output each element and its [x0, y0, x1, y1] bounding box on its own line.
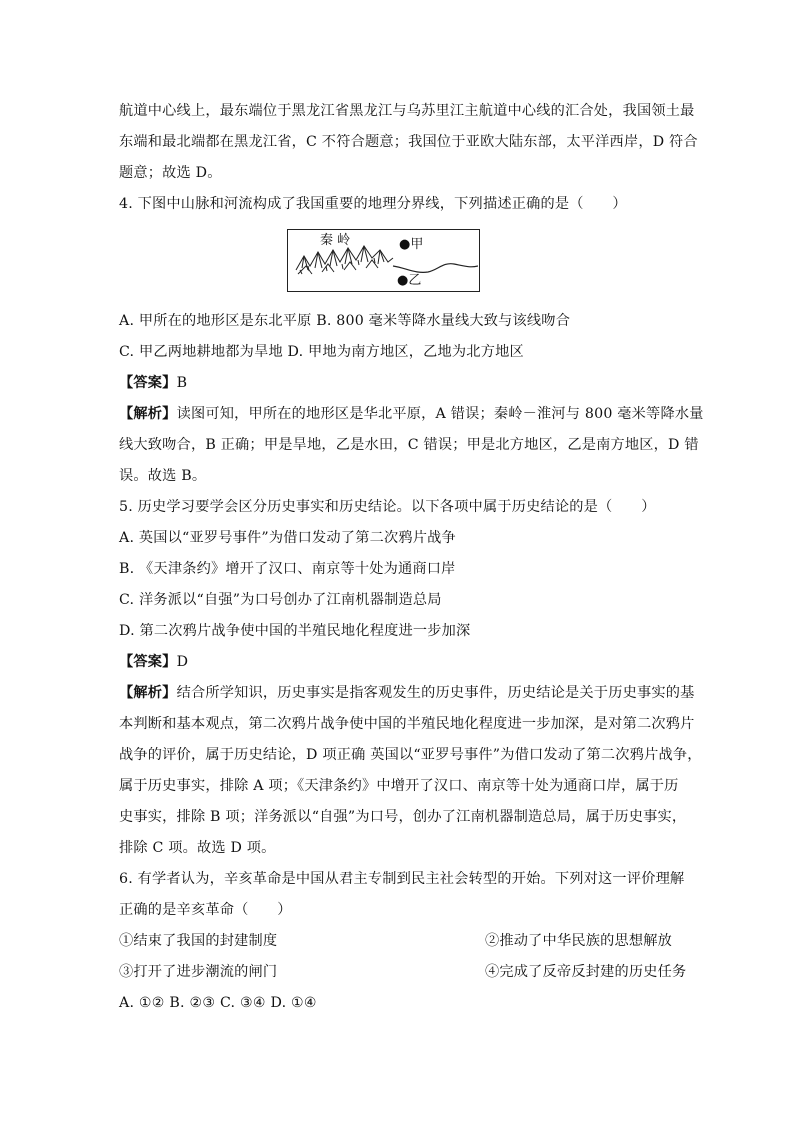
- point-yi-label: ●乙: [397, 273, 422, 288]
- mountain-river-illustration: [288, 230, 478, 290]
- river-line: [393, 264, 478, 273]
- question-4-options-ab: A. 甲所在的地形区是东北平原 B. 800 毫米等降水量线大致与该线吻合: [119, 313, 571, 329]
- qinling-map-figure: [287, 229, 480, 292]
- intro-line-3: 题意；故选 D。: [119, 165, 222, 181]
- question-6-stem-line-2: 正确的是辛亥革命（ ）: [119, 902, 292, 918]
- question-6-options: A. ①② B. ②③ C. ③④ D. ①④: [119, 995, 317, 1011]
- question-4-answer: [119, 373, 679, 393]
- question-6-item-4: ④完成了反帝反封建的历史任务: [485, 964, 687, 980]
- question-5-analysis-line-6: 排除 C 项。故选 D 项。: [119, 840, 276, 856]
- answer-value: D: [176, 654, 189, 670]
- analysis-label: 【解析】: [119, 685, 177, 701]
- question-5-analysis-line-2: 本判断和基本观点，第二次鸦片战争使中国的半殖民地化程度进一步加深，是对第二次鸦片: [119, 716, 695, 732]
- question-5-option-c: C. 洋务派以“自强”为口号创办了江南机器制造总局: [119, 592, 442, 608]
- answer-value: B: [176, 375, 188, 391]
- question-6-items-row-2: [119, 962, 687, 982]
- mountain-label: 秦 岭: [320, 233, 351, 248]
- answer-label: 【答案】: [119, 375, 177, 391]
- question-6-item-1: ①结束了我国的封建制度: [119, 933, 278, 949]
- question-5-analysis-line-1: [119, 683, 695, 703]
- point-jia-label: ●甲: [399, 237, 424, 252]
- question-6-items-row-1: [119, 931, 679, 951]
- question-4-analysis-line-3: 误。故选 B。: [119, 468, 207, 484]
- question-5-option-d: D. 第二次鸦片战争使中国的半殖民地化程度进一步加深: [119, 623, 471, 639]
- analysis-text: 结合所学知识，历史事实是指客观发生的历史事件，历史结论是关于历史事实的基: [176, 685, 695, 701]
- question-6-stem-line-1: 6. 有学者认为，辛亥革命是中国从君主专制到民主社会转型的开始。下列对这一评价理解: [119, 871, 685, 887]
- mountain-range-icon: [296, 246, 393, 274]
- question-5-stem: 5. 历史学习要学会区分历史事实和历史结论。以下各项中属于历史结论的是（ ）: [119, 499, 656, 515]
- question-6-item-3: ③打开了进步潮流的闸门: [119, 964, 278, 980]
- analysis-text: 读图可知，甲所在的地形区是华北平原，A 错误；秦岭－淮河与 800 毫米等降水量: [176, 406, 704, 422]
- question-6-item-2: ②推动了中华民族的思想解放: [485, 933, 673, 949]
- question-5-analysis-line-3: 战争的评价，属于历史结论，D 项正确 英国以“亚罗号事件”为借口发动了第二次鸦片战争，: [119, 747, 702, 763]
- question-4-options-cd: C. 甲乙两地耕地都为旱地 D. 甲地为南方地区，乙地为北方地区: [119, 344, 524, 360]
- question-4-stem: 4. 下图中山脉和河流构成了我国重要的地理分界线，下列描述正确的是（ ）: [119, 196, 627, 212]
- intro-line-2: 东端和最北端都在黑龙江省，C 不符合题意；我国位于亚欧大陆东部，太平洋西岸，D 符合: [119, 134, 698, 150]
- intro-line-1: 航道中心线上，最东端位于黑龙江省黑龙江与乌苏里江主航道中心线的汇合处，我国领土最: [119, 103, 695, 119]
- question-5-option-a: A. 英国以“亚罗号事件”为借口发动了第二次鸦片战争: [119, 530, 456, 546]
- question-4-analysis-line-1: [119, 404, 704, 424]
- question-5-analysis-line-4: 属于历史事实，排除 A 项；《天津条约》中增开了汉口、南京等十处为通商口岸，属于历: [119, 778, 679, 794]
- question-4-analysis-line-2: 线大致吻合，B 正确；甲是旱地，乙是水田，C 错误；甲是北方地区，乙是南方地区，D 错: [119, 437, 699, 453]
- question-5-option-b: B. 《天津条约》增开了汉口、南京等十处为通商口岸: [119, 561, 456, 577]
- question-5-answer: [119, 652, 679, 672]
- analysis-label: 【解析】: [119, 406, 177, 422]
- answer-label: 【答案】: [119, 654, 177, 670]
- question-5-analysis-line-5: 史事实，排除 B 项；洋务派以“自强”为口号，创办了江南机器制造总局，属于历史事实，: [119, 809, 687, 825]
